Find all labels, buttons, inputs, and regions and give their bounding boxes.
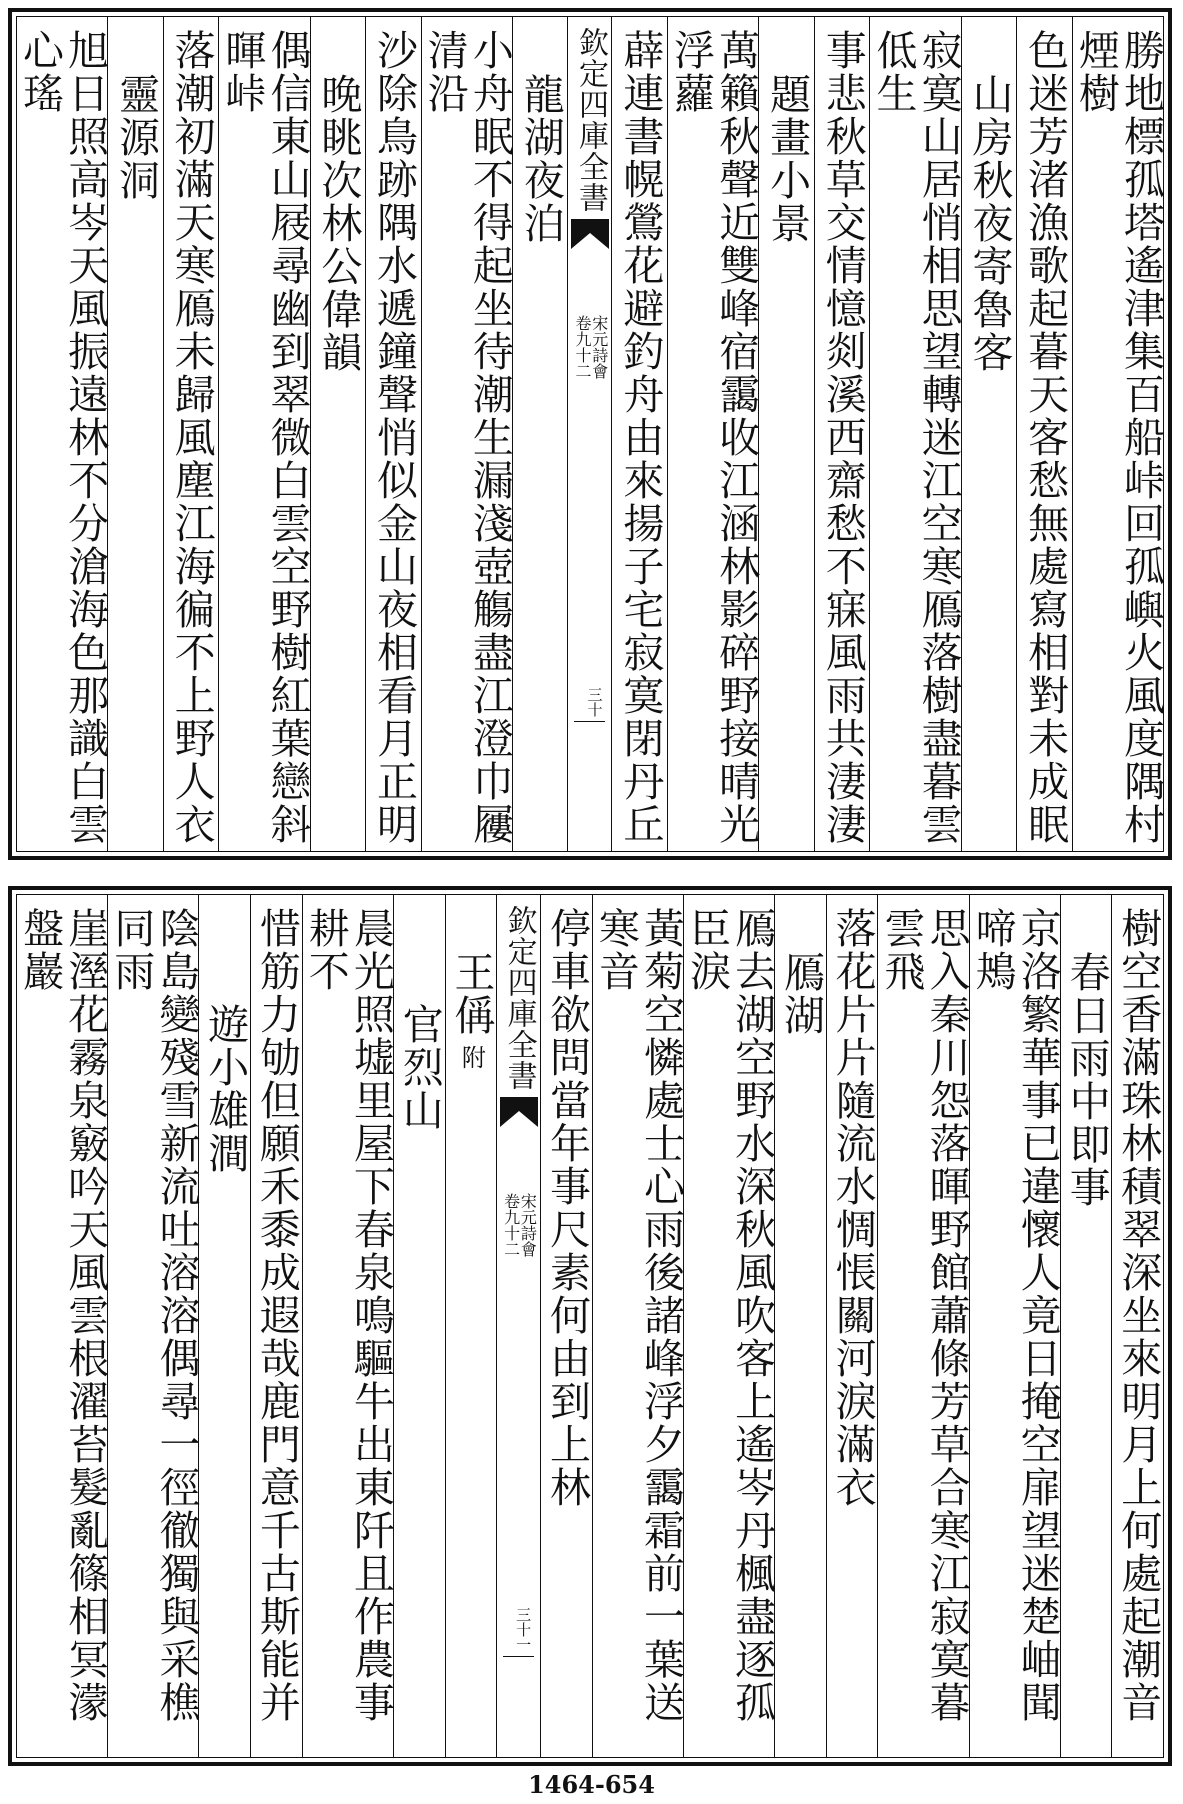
collection-title: 宋元詩會 bbox=[589, 315, 609, 379]
column-text: 色迷芳渚漁歌起暮天客愁無處寫相對未成眠 bbox=[1021, 29, 1070, 846]
poem-title: 春日雨中即事 bbox=[1062, 951, 1111, 1209]
spine-meta bbox=[502, 1193, 536, 1257]
column-text: 落花片片隨流水惆悵關河淚滿衣 bbox=[828, 907, 877, 1509]
text-column bbox=[667, 17, 761, 851]
text-column bbox=[163, 17, 219, 851]
column-text: 晨光照墟里屋下春泉鳴驅牛出東阡且作農事耕不 bbox=[301, 907, 395, 1724]
library-title: 欽定四庫全書 bbox=[572, 27, 608, 213]
author-name bbox=[447, 907, 496, 1757]
column-text: 鴈去湖空野水深秋風吹客上遙岑丹楓盡逐孤臣淚 bbox=[683, 907, 777, 1724]
column-text: 陰島變殘雪新流吐溶溶偶尋一徑徹獨與采樵同雨 bbox=[107, 907, 201, 1724]
text-column bbox=[1111, 895, 1163, 1757]
bottom-page-columns bbox=[16, 894, 1164, 1758]
column-text: 落潮初滿天寒鴈未歸風塵江海徧不上野人衣 bbox=[167, 29, 216, 846]
column-text: 寂寞山居悄相思望轉迷江空寒鴈落樹盡暮雲低生 bbox=[869, 29, 963, 846]
author-column bbox=[445, 895, 497, 1757]
library-title: 欽定四庫全書 bbox=[501, 905, 537, 1091]
poem-title-column bbox=[774, 895, 826, 1757]
poem-title-column bbox=[1060, 895, 1112, 1757]
text-column bbox=[683, 895, 777, 1757]
poem-title-column bbox=[310, 17, 366, 851]
poem-title: 鴈湖 bbox=[776, 951, 825, 1037]
top-page bbox=[8, 8, 1172, 860]
column-text: 薜連書幌鶯花避釣舟由來揚子宅寂寞閉丹丘 bbox=[616, 29, 665, 846]
column-text: 崖溼花霧泉竅吟天風雲根濯苔髮亂篠相冥濛盤巖 bbox=[16, 907, 110, 1724]
poem-title: 遊小雄澗 bbox=[201, 1003, 250, 1175]
column-text: 旭日照高岑天風振遠林不分滄海色那識白雲心瑤 bbox=[16, 29, 110, 846]
text-column bbox=[826, 895, 878, 1757]
text-column bbox=[611, 17, 667, 851]
poem-title-column bbox=[198, 895, 250, 1757]
poem-title-column bbox=[512, 17, 568, 851]
text-column bbox=[1016, 17, 1072, 851]
fish-tail-mark-icon bbox=[571, 219, 609, 253]
page-spine bbox=[567, 17, 611, 851]
text-column bbox=[592, 895, 683, 1757]
poem-title-column bbox=[393, 895, 445, 1757]
text-column bbox=[16, 895, 110, 1757]
poem-title: 靈源洞 bbox=[111, 73, 160, 202]
column-text: 思入秦川怨落暉野館蕭條芳草合寒江寂寞暮雲飛 bbox=[877, 907, 971, 1724]
fish-tail-mark-icon bbox=[500, 1097, 538, 1131]
poem-title-column bbox=[961, 17, 1017, 851]
text-column bbox=[540, 895, 592, 1757]
text-column bbox=[877, 895, 971, 1757]
poem-title: 龍湖夜泊 bbox=[516, 73, 565, 245]
text-column bbox=[421, 17, 512, 851]
text-column bbox=[869, 17, 963, 851]
poem-title: 晚眺次林公偉韻 bbox=[314, 73, 363, 374]
text-column bbox=[1072, 17, 1163, 851]
poem-title-column bbox=[107, 17, 163, 851]
volume-number: 卷九十二 bbox=[572, 315, 592, 379]
column-text: 偶信東山屐尋幽到翠微白雲空野樹紅葉戀斜暉峠 bbox=[218, 29, 312, 846]
column-text: 事悲秋草交情憶剡溪西齋愁不寐風雨共淒淒 bbox=[818, 29, 867, 846]
page-footer-number: 1464-654 bbox=[528, 1770, 655, 1799]
column-text: 小舟眠不得起坐待潮生漏淺壺觴盡江澄巾屨清沿 bbox=[420, 29, 514, 846]
author-name-text: 王偁 bbox=[447, 951, 496, 1037]
leaf-number: 三十一 bbox=[503, 1607, 534, 1657]
bottom-page bbox=[8, 886, 1172, 1766]
text-column bbox=[250, 895, 302, 1757]
collection-title: 宋元詩會 bbox=[518, 1193, 538, 1257]
top-page-columns bbox=[16, 16, 1164, 852]
poem-title: 題畫小景 bbox=[763, 73, 812, 245]
page-spine bbox=[496, 895, 540, 1757]
poem-title-column bbox=[758, 17, 814, 851]
leaf-number: 三十 bbox=[574, 687, 605, 722]
spine-meta bbox=[573, 315, 607, 379]
text-column bbox=[365, 17, 421, 851]
text-column bbox=[302, 895, 393, 1757]
text-column bbox=[16, 17, 110, 851]
text-column bbox=[969, 895, 1060, 1757]
column-text: 京洛繁華事已違懷人竟日掩空扉望迷楚岫聞啼鴂 bbox=[968, 907, 1062, 1724]
text-column bbox=[107, 895, 201, 1757]
text-column bbox=[814, 17, 870, 851]
poem-title: 官烈山 bbox=[395, 1003, 444, 1132]
column-text: 惜筋力劬但願禾黍成遐哉鹿門意千古斯能并 bbox=[252, 907, 301, 1724]
poem-title: 山房秋夜寄魯客 bbox=[965, 73, 1014, 374]
column-text: 沙除鳥跡隅水遞鐘聲悄似金山夜相看月正明 bbox=[369, 29, 418, 846]
column-text: 勝地標孤塔遙津集百船峠回孤嶼火風度隅村煙樹 bbox=[1071, 29, 1165, 846]
text-column bbox=[218, 17, 312, 851]
column-text: 樹空香滿珠林積翠深坐來明月上何處起潮音 bbox=[1114, 907, 1163, 1724]
volume-number: 卷九十二 bbox=[501, 1193, 521, 1257]
column-text: 萬籟秋聲近雙峰宿靄收江涵林影碎野接晴光浮蘿 bbox=[667, 29, 761, 846]
column-text: 停車欲問當年事尺素何由到上林 bbox=[542, 907, 591, 1509]
column-text: 黃菊空憐處士心雨後諸峰浮夕靄霜前一葉送寒音 bbox=[591, 907, 685, 1724]
appendix-mark: 附 bbox=[457, 1045, 486, 1071]
